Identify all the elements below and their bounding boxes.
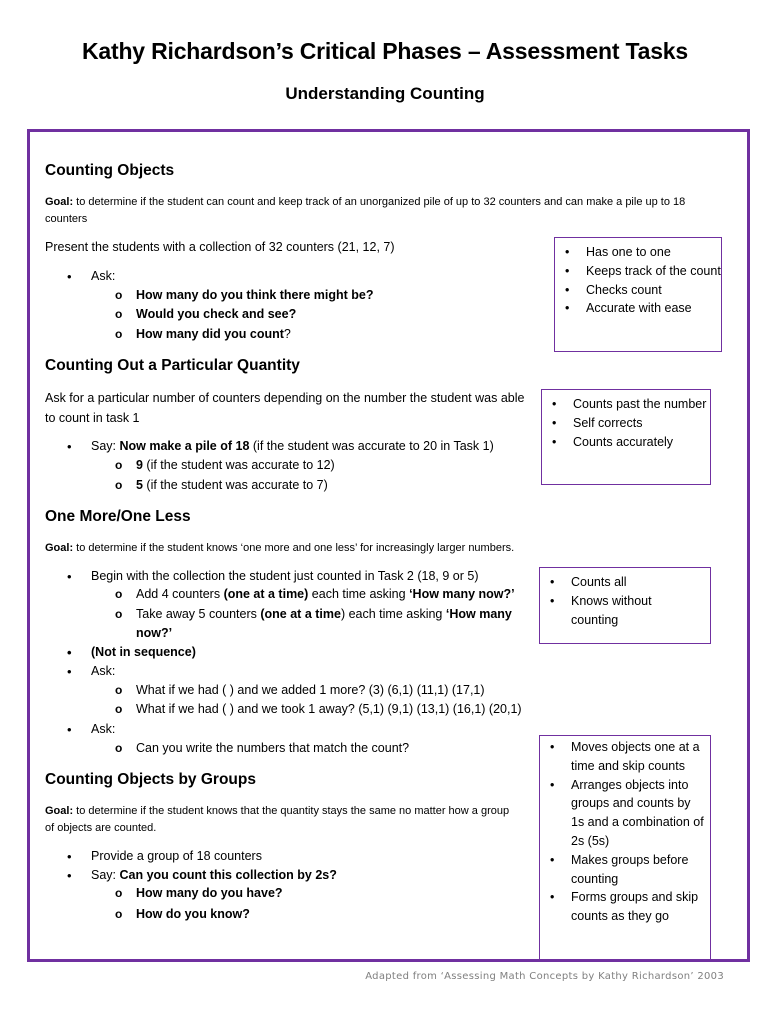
observation-box-one-more-less — [539, 567, 711, 644]
question-item: o How do you know? — [136, 905, 250, 925]
observation-item: • Checks count — [555, 281, 721, 300]
observation-box-counting-objects — [554, 237, 722, 352]
counting-out-intro: Ask for a particular number of counters depending on the number the student was able to count in task 1 — [45, 391, 525, 425]
bullet-item: • Ask: — [91, 662, 115, 682]
bullet-item: • Ask: — [91, 720, 115, 740]
goal-one-more-less: Goal: to determine if the student knows ‘one more and one less’ for increasingly larger numbers. — [45, 542, 515, 554]
observation-item: • Accurate with ease — [555, 299, 721, 318]
observation-item: • Counts past the number — [542, 395, 710, 414]
observation-item: • Arranges objects into groups and counts by 1s and a combination of 2s (5s) — [540, 776, 704, 851]
bullet-item: • Provide a group of 18 counters — [91, 847, 262, 867]
observation-item: • Moves objects one at a time and skip counts — [540, 738, 704, 776]
observation-item: • Keeps track of the count — [555, 262, 721, 281]
section-heading-groups: Counting Objects by Groups — [45, 771, 256, 788]
section-heading-counting-out: Counting Out a Particular Quantity — [45, 357, 300, 374]
page-title: Kathy Richardson’s Critical Phases – Assessment Tasks — [82, 38, 688, 64]
sub-item: o What if we had ( ) and we added 1 more? (3) (6,1) (11,1) (17,1) — [136, 681, 485, 701]
sub-item: o 9 (if the student was accurate to 12) — [136, 456, 335, 476]
section-heading-counting-objects: Counting Objects — [45, 162, 175, 179]
bullet-item: • Say: Can you count this collection by 2s? — [91, 866, 337, 886]
observation-item: • Knows without counting — [540, 592, 710, 630]
sub-item: o Add 4 counters (one at a time) each time asking ‘How many now?’ — [136, 585, 515, 605]
question-item: o How many did you count? — [136, 325, 291, 345]
sub-item-continuation: now?’ — [136, 626, 173, 640]
observation-item: • Makes groups before counting — [540, 851, 704, 889]
section-heading-one-more-less: One More/One Less — [45, 508, 191, 525]
ask-bullet: • Ask: — [91, 267, 115, 287]
footer-citation: Adapted from ‘Assessing Math Concepts by Kathy Richardson’ 2003 — [365, 971, 724, 982]
goal-groups: Goal: to determine if the student knows that the quantity stays the same no matter how a group of objects are counted. — [45, 805, 510, 834]
observation-box-counting-out — [541, 389, 711, 485]
question-item: o Would you check and see? — [136, 305, 296, 325]
present-instruction: Present the students with a collection of 32 counters (21, 12, 7) — [45, 240, 395, 254]
question-item: o How many do you have? — [136, 884, 283, 904]
observation-item: • Counts all — [540, 573, 710, 592]
question-item: o How many do you think there might be? — [136, 286, 374, 306]
observation-item: • Forms groups and skip counts as they go — [540, 888, 704, 926]
observation-box-groups — [539, 735, 711, 961]
observation-item: • Self corrects — [542, 414, 710, 433]
sub-item: o 5 (if the student was accurate to 7) — [136, 476, 328, 496]
sub-item: o Take away 5 counters (one at a time) each time asking ‘How many — [136, 605, 512, 625]
observation-item: • Has one to one — [555, 243, 721, 262]
bullet-item: • Begin with the collection the student just counted in Task 2 (18, 9 or 5) — [91, 567, 479, 587]
bullet-item: • (Not in sequence) — [91, 643, 196, 663]
observation-item: • Counts accurately — [542, 433, 710, 452]
page-subtitle: Understanding Counting — [285, 84, 485, 103]
sub-item: o What if we had ( ) and we took 1 away? (5,1) (9,1) (13,1) (16,1) (20,1) — [136, 700, 522, 720]
goal-counting-objects: Goal: to determine if the student can count and keep track of an unorganized pile of up to 32 counters and can make a pile up to 18 counters — [45, 196, 686, 225]
say-bullet: • Say: Now make a pile of 18 (if the student was accurate to 20 in Task 1) — [91, 437, 494, 457]
sub-item: o Can you write the numbers that match the count? — [136, 739, 409, 759]
